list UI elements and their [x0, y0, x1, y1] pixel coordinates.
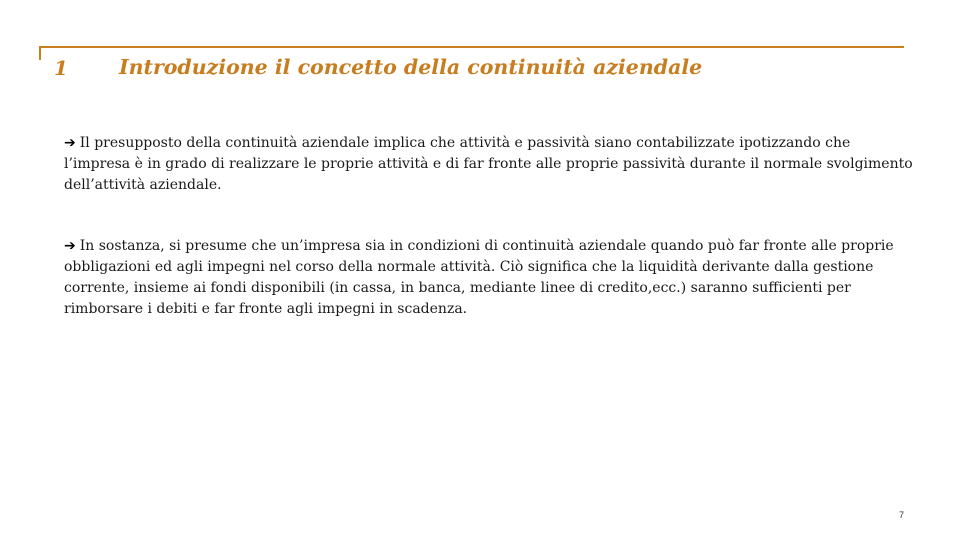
page-number: 7	[898, 510, 904, 520]
paragraph-1-text: Il presupposto della continuità aziendale implica che attività e passività siano contabilizzate ipotizzando che l’impresa è in grado di realizzare le proprie attività e di far fronte alle proprie passività durante il normale svolgimento dell’attività aziendale.	[64, 135, 913, 193]
slide-title: Introduzione il concetto della continuità aziendale	[119, 55, 703, 79]
paragraph-1	[64, 133, 914, 196]
header-rule-tick	[39, 46, 41, 60]
paragraph-2	[64, 236, 914, 320]
arrow-right-icon: ➔	[64, 135, 76, 151]
section-number: 1	[54, 56, 68, 80]
header-rule	[39, 46, 904, 48]
arrow-right-icon: ➔	[64, 238, 76, 254]
paragraph-2-text: In sostanza, si presume che un’impresa sia in condizioni di continuità aziendale quando può far fronte alle proprie obbligazioni ed agli impegni nel corso della normale attività. Ciò significa che la liquidità derivante dalla gestione corrente, insieme ai fondi disponibili (in cassa, in banca, mediante linee di credito,ecc.) saranno sufficienti per rimborsare i debiti e far fronte agli impegni in scadenza.	[64, 238, 894, 317]
